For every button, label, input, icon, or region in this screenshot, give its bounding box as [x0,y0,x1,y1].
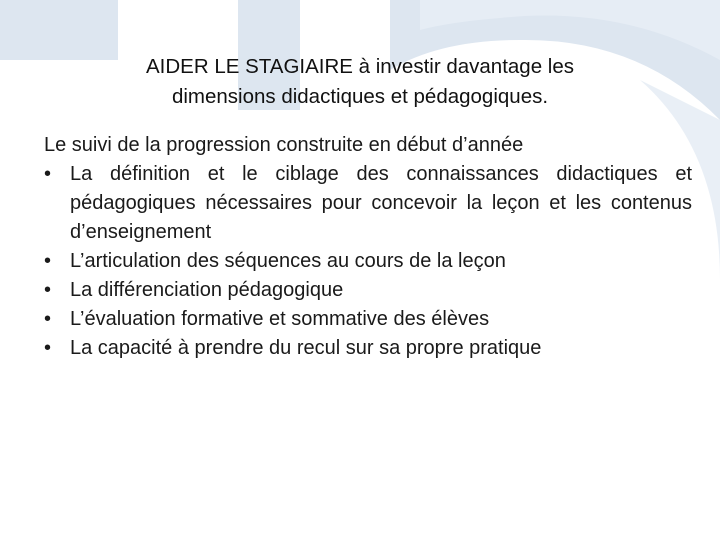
slide-body [44,131,692,363]
intro-text: Le suivi de la progression construite en début d’année [44,134,524,156]
bullet-icon: • [44,308,52,330]
list-item [44,305,692,334]
list-item [44,334,692,363]
slide-title-line-2: dimensions didactiques et pédagogiques. [171,85,549,108]
list-item [44,276,692,305]
list-item [44,247,692,276]
bullet-icon: • [44,250,52,272]
bullet-icon: • [44,279,52,301]
list-item-text: L’articulation des séquences au cours de la leçon [70,250,506,272]
slide-title [40,52,680,112]
slide-title-line-1: AIDER LE STAGIAIRE à investir davantage les [145,55,575,78]
list-item-text: La définition et le ciblage des connaissances didactiques et pédagogiques nécessaires pour concevoir la leçon et les contenus d’enseignement [70,163,692,243]
list-item [44,160,692,247]
list-item-text: L’évaluation formative et sommative des élèves [70,308,490,330]
bullet-icon: • [44,163,52,185]
bullet-list [44,160,692,363]
list-item-text: La capacité à prendre du recul sur sa propre pratique [70,337,542,359]
bullet-icon: • [44,337,52,359]
list-item-text: La différenciation pédagogique [70,279,344,301]
